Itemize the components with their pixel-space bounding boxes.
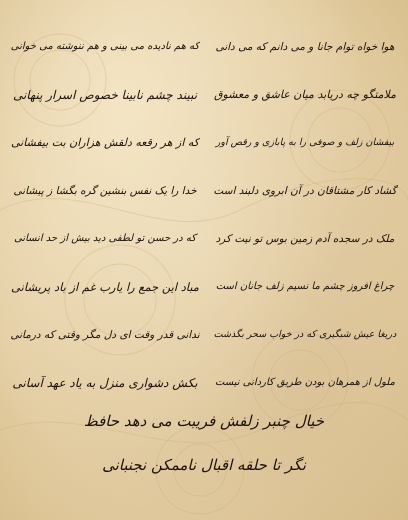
final-couplet <box>0 406 408 480</box>
verse-right-hemistich: دریغا عیش شبگیری که در خواب سحر بگذشت <box>213 329 397 340</box>
couplet <box>0 70 408 118</box>
verse-left-hemistich: که در حسن تو لطفی دید بیش از حد انسانی <box>13 233 197 244</box>
verse-left-hemistich: خدا را یک نفس بنشین گره بگشا ز پیشانی <box>13 185 197 197</box>
final-verse-line-1: خیال چنبر زلفش فریبت می دهد حافظ <box>84 412 324 430</box>
verse-left-hemistich: ندانی قدر وقت ای دل مگر وقتی که درمانی <box>10 329 200 341</box>
verse-left-hemistich: بکش دشواری منزل به یاد عهد آسانی <box>12 376 198 390</box>
verse-right-hemistich: بیفشان زلف و صوفی را به پابازی و رقص آور <box>215 137 395 148</box>
verse-left-hemistich: مباد این جمع را یارب غم از باد پریشانی <box>11 280 199 294</box>
final-verse-line-2: نگر تا حلقه اقبال ناممکن نجنبانی <box>102 456 306 474</box>
couplet <box>0 358 408 406</box>
couplet <box>0 310 408 358</box>
couplet <box>0 118 408 166</box>
verse-grid <box>0 22 408 406</box>
verse-right-hemistich: ملک در سجده آدم زمین بوس تو نیت کرد <box>215 233 395 245</box>
verse-right-hemistich: هوا خواه توام جانا و می دانم که می دانی <box>215 41 395 53</box>
couplet <box>0 166 408 214</box>
verse-left-hemistich: که هم نادیده می بینی و هم ننوشته می خوانی <box>10 41 200 52</box>
couplet <box>0 214 408 262</box>
verse-right-hemistich: چراغ افروز چشم ما نسیم زلف جانان است <box>215 281 395 292</box>
verse-right-hemistich: ملول از همرهان بودن طریق کاردانی نیست <box>215 377 395 388</box>
verse-left-hemistich: که از هر رقعه دلقش هزاران بت بیفشانی <box>10 136 200 149</box>
verse-left-hemistich: نبیند چشم نابینا خصوص اسرار پنهانی <box>12 88 198 102</box>
verse-right-hemistich: ملامتگو چه دریابد میان عاشق و معشوق <box>213 88 397 101</box>
verse-right-hemistich: گشاد کار مشتاقان در آن ابروی دلبند است <box>213 185 397 197</box>
couplet <box>0 22 408 70</box>
couplet <box>0 262 408 310</box>
